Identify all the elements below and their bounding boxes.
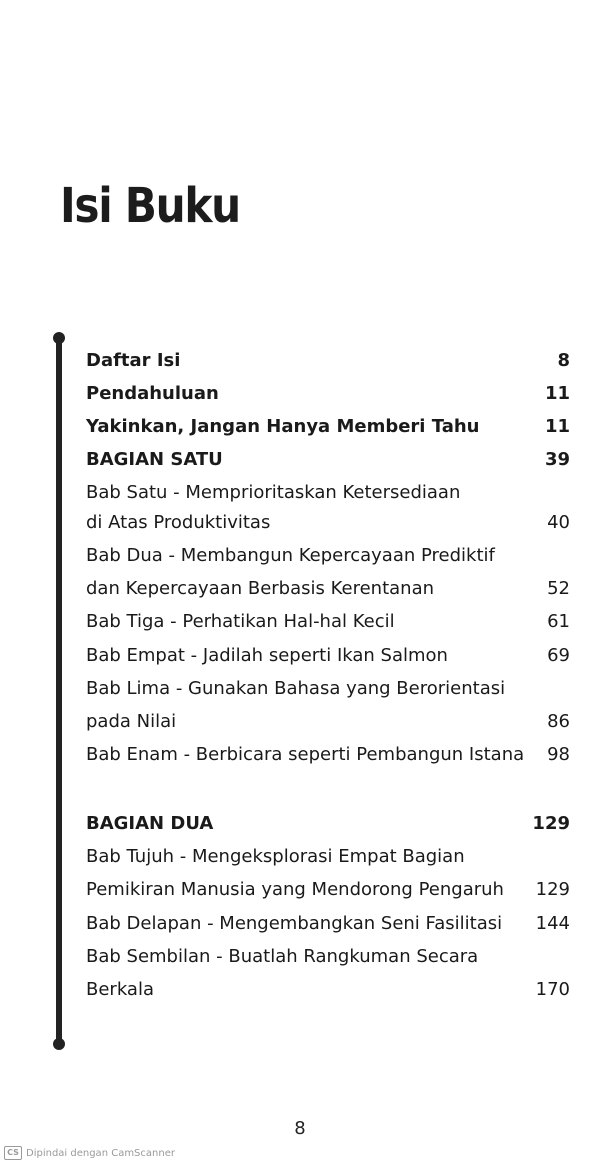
toc-entry-page: 52 [547, 578, 570, 599]
toc-entry [86, 507, 570, 539]
toc-entry-page: 86 [547, 711, 570, 732]
toc-entry [86, 841, 570, 873]
page-title: Isi Buku [60, 178, 240, 234]
toc-entry [86, 540, 570, 572]
toc-entry-page: 129 [532, 813, 570, 834]
toc-entry-text: BAGIAN SATU [86, 449, 223, 470]
toc-entry [86, 345, 570, 377]
toc-entry-text: Yakinkan, Jangan Hanya Memberi Tahu [86, 416, 480, 437]
toc-entry-page: 69 [547, 645, 570, 666]
toc-entry-text: Bab Tiga - Perhatikan Hal-hal Kecil [86, 611, 395, 632]
toc-entry [86, 573, 570, 605]
toc-entry-page: 11 [544, 416, 570, 437]
toc-entry [86, 444, 570, 476]
toc-entry [86, 411, 570, 443]
toc-entry-text: Bab Enam - Berbicara seperti Pembangun Istana [86, 744, 525, 765]
toc-entry [86, 378, 570, 410]
toc-entry-page: 144 [535, 913, 570, 934]
toc-entry-text: Bab Satu - Memprioritaskan Ketersediaan [86, 482, 461, 503]
rule-bottom-dot [53, 1038, 65, 1050]
toc-entry [86, 941, 570, 973]
toc-entry [86, 874, 570, 906]
toc-entry-text: Bab Sembilan - Buatlah Rangkuman Secara [86, 946, 479, 967]
toc-entry [86, 808, 570, 840]
vertical-rule [56, 338, 62, 1044]
toc-entry-text: Berkala [86, 979, 154, 1000]
toc-entry-page: 61 [547, 611, 570, 632]
page-number: 8 [294, 1118, 306, 1139]
rule-top-dot [53, 332, 65, 344]
watermark-text: Dipindai dengan CamScanner [26, 1147, 175, 1159]
toc-entry-page: 40 [547, 512, 570, 533]
toc-entry-text: Bab Empat - Jadilah seperti Ikan Salmon [86, 645, 448, 666]
toc-entry-text: Bab Tujuh - Mengeksplorasi Empat Bagian [86, 846, 465, 867]
toc-entry-text: Bab Delapan - Mengembangkan Seni Fasilitasi [86, 913, 503, 934]
toc-entry-page: 129 [535, 879, 570, 900]
toc-entry-page: 170 [535, 979, 570, 1000]
toc-entry-text: Pendahuluan [86, 383, 219, 404]
toc-entry-page: 39 [544, 449, 570, 470]
toc-entry-text: BAGIAN DUA [86, 813, 214, 834]
toc-entry [86, 706, 570, 738]
toc-entry-text: Pemikiran Manusia yang Mendorong Pengaruh [86, 879, 504, 900]
toc-entry-text: Bab Lima - Gunakan Bahasa yang Berorientasi [86, 678, 506, 699]
toc-entry-text: Bab Dua - Membangun Kepercayaan Prediktif [86, 545, 495, 566]
toc-entry-page: 8 [557, 350, 570, 371]
toc-entry-page: 98 [547, 744, 570, 765]
scanner-watermark [4, 1146, 175, 1160]
toc-entry [86, 974, 570, 1006]
toc-entry [86, 739, 570, 771]
toc-entry [86, 477, 570, 509]
toc-entry-text: dan Kepercayaan Berbasis Kerentanan [86, 578, 435, 599]
toc-entry-page: 11 [544, 383, 570, 404]
toc-entry [86, 640, 570, 672]
toc-entry-text: Daftar Isi [86, 350, 181, 371]
toc-entry [86, 673, 570, 705]
toc-entry-text: pada Nilai [86, 711, 177, 732]
toc-entry-text: di Atas Produktivitas [86, 512, 271, 533]
camscanner-logo-icon: CS [4, 1146, 22, 1160]
toc-entry [86, 606, 570, 638]
toc-entry [86, 908, 570, 940]
